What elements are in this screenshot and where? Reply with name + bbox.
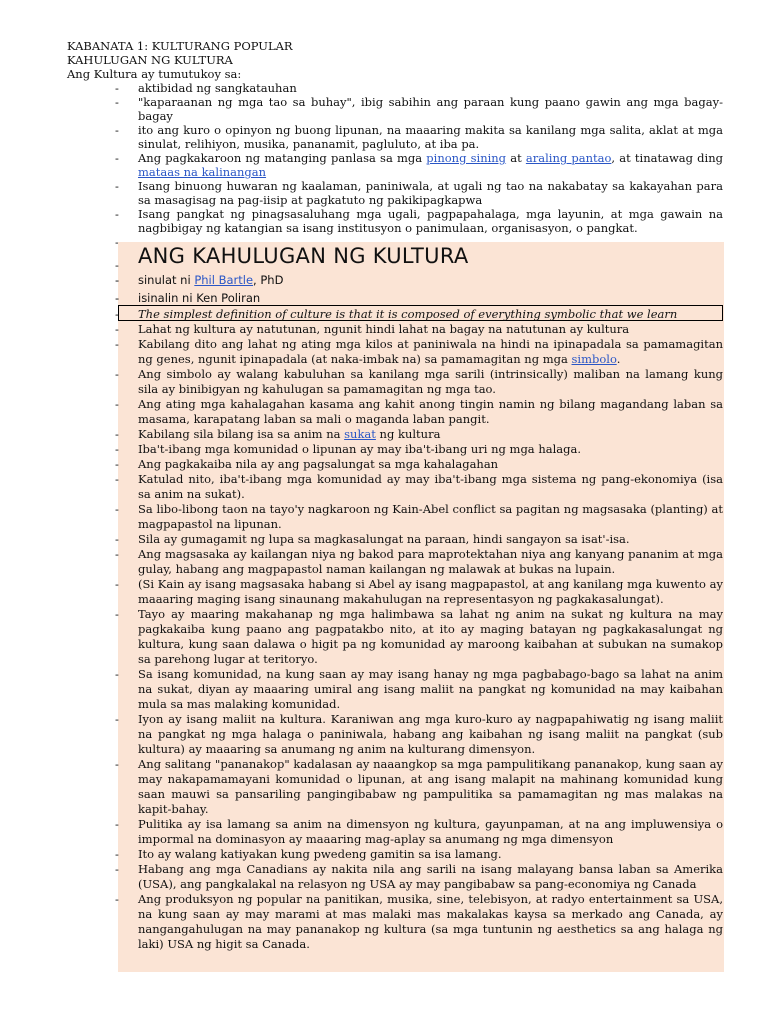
item-text: Ang pagkakaroon ng matanging panlasa sa mga <box>138 151 427 165</box>
article-section <box>67 241 723 952</box>
list-item: - Ang simbolo ay walang kabuluhan sa kanilang mga sarili (intrinsically) maliban na lamang kung sila ay binibigyan ng kahulugan sa pamamagitan ng mga tao. <box>67 367 723 397</box>
list-item: - Sila ay gumagamit ng lupa sa magkasalungat na paraan, hindi sangayon sa isat'-isa. <box>67 532 723 547</box>
list-item: - Katulad nito, iba't-ibang mga komunidad ay may iba't-ibang mga sistema ng pang-ekonomiya (isa sa anim na sukat). <box>67 472 723 502</box>
list-item: - Iba't-ibang mga komunidad o lipunan ay may iba't-ibang uri ng mga halaga. <box>67 442 723 457</box>
list-item: - Ang magsasaka ay kailangan niya ng bakod para maprotektahan niya ang kanyang pananim at mga gulay, habang ang magpapastol naman kailangan ng malawak at bukas na lupain. <box>67 547 723 577</box>
author-prefix: sinulat ni <box>138 273 195 287</box>
article-title: - ANG KAHULUGAN NG KULTURA <box>67 241 723 271</box>
list-item <box>67 337 723 367</box>
list-item <box>67 151 723 179</box>
item-text: Kabilang dito ang lahat ng ating mga kilos at paniniwala na hindi na ipinapadala sa pamamagitan ng genes, ngunit ipinapadala (at naka-imbak na) sa pamamagitan ng mga <box>138 337 723 366</box>
list-item: - Ang ating mga kahalagahan kasama ang kahit anong tingin namin ng bilang magandang laban sa masama, karapatang laban sa mali o maganda laban pangit. <box>67 397 723 427</box>
article-list <box>67 241 723 952</box>
item-text: Kabilang sila bilang isa sa anim na <box>138 427 345 441</box>
list-item: - Pulitika ay isa lamang sa anim na dimensyon ng kultura, gayunpaman, at na ang impluwensiya o impormal na dominasyon ay maaaring mag-aplay sa anumang ng mga dimensyon <box>67 817 723 847</box>
item-text: ng kultura <box>375 427 441 441</box>
author-suffix: , PhD <box>253 273 284 287</box>
link-simbolo[interactable]: simbolo <box>571 352 617 366</box>
list-item: - Isang pangkat ng pinagsasaluhang mga ugali, pagpapahalaga, mga layunin, at mga gawain na nagbibigay ng katangian sa isang institusyon o panimulaan, organisasyon, o pangkat. <box>67 207 723 235</box>
item-text: . <box>616 352 621 366</box>
link-mataas-na-kalinangan[interactable]: mataas na kalinangan <box>138 165 267 179</box>
list-item: - "kaparaanan ng mga tao sa buhay", ibig sabihin ang paraan kung paano gawin ang mga bagay-bagay <box>67 95 723 123</box>
list-item: - Iyon ay isang maliit na kultura. Karaniwan ang mga kuro-kuro ay nagpapahiwatig ng isang maliit na pangkat ng mga halaga o paniniwala, habang ang kaibahan ng isang maliit na pangkat (sub kultura) ay maaaring sa anumang ng anim na kulturang dimensyon. <box>67 712 723 757</box>
author-link[interactable]: Phil Bartle <box>194 273 254 287</box>
document-top <box>67 39 723 249</box>
section-heading: KAHULUGAN NG KULTURA <box>67 53 233 67</box>
link-pinong-sining[interactable]: pinong sining <box>426 151 507 165</box>
list-item: - (Si Kain ay isang magsasaka habang si Abel ay isang magpapastol, at ang kanilang mga kuwento ay maaaring maging isang sinaunang makahulugan na representasyon ng pagkakasalungat). <box>67 577 723 607</box>
list-item: - Tayo ay maaring makahanap ng mga halimbawa sa lahat ng anim na sukat ng kultura na may pagkakaiba kung paano ang pagpatakbo nito, at ito ay maging batayan ng pagkakasalungat ng kultura, kung saan dalawa o higit pa ng komunidad ay maroong kaibahan at subukan na sumakop sa parehong lugar at teritoryo. <box>67 607 723 667</box>
list-item: - Isang binuong huwaran ng kaalaman, paniniwala, at ugali ng tao na nakabatay sa kakayahan para sa masagisag na pag-iisip at pagkatuto ng pakikipagkapwa <box>67 179 723 207</box>
quote-line: - The simplest definition of culture is that it is composed of everything symbolic that we learn <box>67 307 723 322</box>
list-item: - Ang salitang "pananakop" kadalasan ay naaangkop sa mga pampulitikang pananakop, kung saan ay may nakapamamayani komunidad o lipunan, at ang isang malapit na mahinang komunidad kung saan mauwi sa pansariling pangingibabaw ng pampulitika sa pamamagitan ng mas malakas na kapit-bahay. <box>67 757 723 817</box>
author-line <box>67 271 723 289</box>
list-item: - Sa isang komunidad, na kung saan ay may isang hanay ng mga pagbabago-bago sa lahat na anim na sukat, diyan ay maaaring umiral ang isang maliit na pangkat ng komunidad na may kaibahan mula sa mas malaking komunidad. <box>67 667 723 712</box>
list-item: - Ang pagkakaiba nila ay ang pagsalungat sa mga kahalagahan <box>67 457 723 472</box>
item-text: , at tinatawag ding <box>611 151 723 165</box>
list-item: - ito ang kuro o opinyon ng buong lipunan, na maaaring makita sa kanilang mga salita, aklat at mga sinulat, relihiyon, musika, pananamit, pagluluto, at iba pa. <box>67 123 723 151</box>
list-item: - aktibidad ng sangkatauhan <box>67 81 723 95</box>
list-item: - Ang produksyon ng popular na panitikan, musika, sine, telebisyon, at radyo entertainment sa USA, na kung saan ay may marami at mas malaki mas makalakas kaysa sa merkado ang Canada, ay nangangahulugan na may pananakop ng kultura (sa mga tuntunin ng aesthetics sa ang halaga ng laki) USA ng higit sa Canada. <box>67 892 723 952</box>
list-item: - Lahat ng kultura ay natutunan, ngunit hindi lahat na bagay na natutunan ay kultura <box>67 322 723 337</box>
list-item <box>67 427 723 442</box>
translator-line: - isinalin ni Ken Poliran <box>67 289 723 307</box>
link-sukat[interactable]: sukat <box>344 427 376 441</box>
list-item: - Ito ay walang katiyakan kung pwedeng gamitin sa isa lamang. <box>67 847 723 862</box>
intro-line: Ang Kultura ay tumutukoy sa: <box>67 67 242 81</box>
item-text: at <box>506 151 526 165</box>
list-item: - Sa libo-libong taon na tayo'y nagkaroon ng Kain-Abel conflict sa pagitan ng magsasaka (planting) at magpapastol na lipunan. <box>67 502 723 532</box>
definition-list <box>67 81 723 249</box>
chapter-heading: KABANATA 1: KULTURANG POPULAR <box>67 39 293 53</box>
link-araling-pantao[interactable]: araling pantao <box>525 151 612 165</box>
list-item: - Habang ang mga Canadians ay nakita nila ang sarili na isang malayang bansa laban sa Amerika (USA), ang pangkalakal na relasyon ng USA ay may pangibabaw sa pang-economiya ng Canada <box>67 862 723 892</box>
